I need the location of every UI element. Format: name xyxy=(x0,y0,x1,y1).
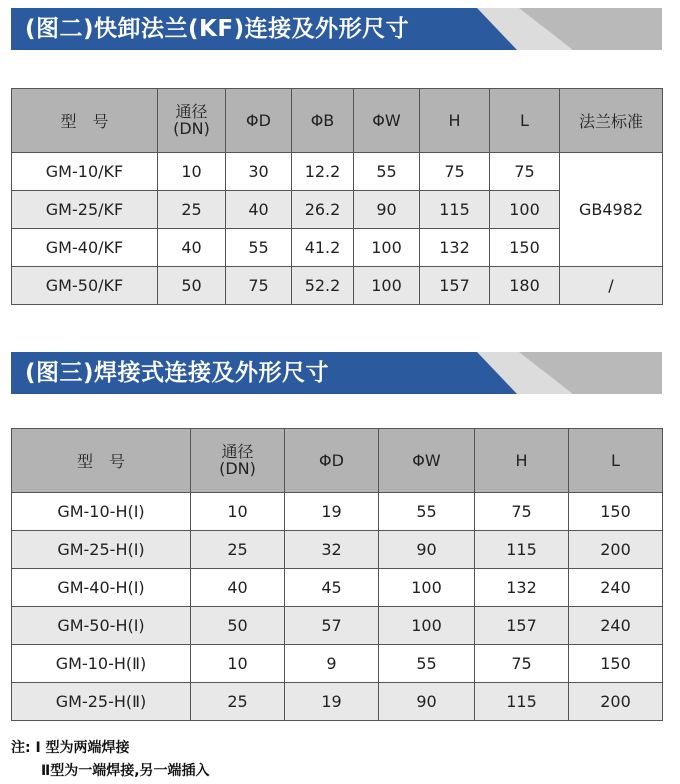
column-header: 法兰标准 xyxy=(560,89,663,153)
table-row xyxy=(12,267,663,305)
table-row xyxy=(12,683,663,721)
value-cell: 10 xyxy=(158,153,226,191)
welded-dimension-table xyxy=(11,428,663,721)
value-cell: 45 xyxy=(285,569,379,607)
table-row xyxy=(12,645,663,683)
value-cell: 75 xyxy=(475,645,569,683)
column-header: ΦB xyxy=(292,89,354,153)
model-cell: GM-10-H(Ⅰ) xyxy=(12,493,191,531)
column-header: 通径 (DN) xyxy=(158,89,226,153)
table-row xyxy=(12,531,663,569)
column-header: L xyxy=(569,429,663,493)
model-cell: GM-10/KF xyxy=(12,153,158,191)
table-row xyxy=(12,607,663,645)
column-header: H xyxy=(420,89,490,153)
value-cell: 30 xyxy=(226,153,292,191)
model-cell: GM-10-H(Ⅱ) xyxy=(12,645,191,683)
value-cell: 55 xyxy=(379,645,475,683)
column-header: H xyxy=(475,429,569,493)
section2-banner xyxy=(11,352,662,394)
value-cell: 75 xyxy=(490,153,560,191)
value-cell: 100 xyxy=(379,569,475,607)
value-cell: 25 xyxy=(191,683,285,721)
value-cell: 19 xyxy=(285,683,379,721)
value-cell: 180 xyxy=(490,267,560,305)
note-line-1: 注: Ⅰ 型为两端焊接 xyxy=(11,740,130,756)
value-cell: 12.2 xyxy=(292,153,354,191)
column-header: 型 号 xyxy=(12,89,158,153)
value-cell: 200 xyxy=(569,683,663,721)
table-header-row xyxy=(12,429,663,493)
column-header: ΦD xyxy=(226,89,292,153)
value-cell: 157 xyxy=(475,607,569,645)
value-cell: 40 xyxy=(158,229,226,267)
flange-standard-cell: GB4982 xyxy=(560,153,663,267)
column-header: L xyxy=(490,89,560,153)
value-cell: 100 xyxy=(354,229,420,267)
note-line-2: Ⅱ型为一端焊接,另一端插入 xyxy=(41,763,210,779)
table-row xyxy=(12,493,663,531)
model-cell: GM-40-H(Ⅰ) xyxy=(12,569,191,607)
value-cell: 26.2 xyxy=(292,191,354,229)
model-cell: GM-25-H(Ⅱ) xyxy=(12,683,191,721)
value-cell: 100 xyxy=(354,267,420,305)
model-cell: GM-25/KF xyxy=(12,191,158,229)
flange-standard-cell: / xyxy=(560,267,663,305)
value-cell: 9 xyxy=(285,645,379,683)
value-cell: 57 xyxy=(285,607,379,645)
value-cell: 90 xyxy=(354,191,420,229)
value-cell: 25 xyxy=(191,531,285,569)
column-header: ΦD xyxy=(285,429,379,493)
value-cell: 150 xyxy=(569,645,663,683)
model-cell: GM-40/KF xyxy=(12,229,158,267)
value-cell: 157 xyxy=(420,267,490,305)
column-header: ΦW xyxy=(354,89,420,153)
value-cell: 75 xyxy=(475,493,569,531)
model-cell: GM-50-H(Ⅰ) xyxy=(12,607,191,645)
value-cell: 115 xyxy=(420,191,490,229)
value-cell: 55 xyxy=(379,493,475,531)
value-cell: 41.2 xyxy=(292,229,354,267)
value-cell: 10 xyxy=(191,645,285,683)
value-cell: 19 xyxy=(285,493,379,531)
model-cell: GM-25-H(Ⅰ) xyxy=(12,531,191,569)
value-cell: 150 xyxy=(569,493,663,531)
value-cell: 50 xyxy=(191,607,285,645)
value-cell: 132 xyxy=(420,229,490,267)
value-cell: 115 xyxy=(475,531,569,569)
value-cell: 100 xyxy=(379,607,475,645)
value-cell: 52.2 xyxy=(292,267,354,305)
section2-title: (图三)焊接式连接及外形尺寸 xyxy=(25,360,330,386)
model-cell: GM-50/KF xyxy=(12,267,158,305)
value-cell: 50 xyxy=(158,267,226,305)
value-cell: 40 xyxy=(226,191,292,229)
value-cell: 10 xyxy=(191,493,285,531)
value-cell: 75 xyxy=(226,267,292,305)
value-cell: 75 xyxy=(420,153,490,191)
column-header: ΦW xyxy=(379,429,475,493)
value-cell: 55 xyxy=(354,153,420,191)
value-cell: 40 xyxy=(191,569,285,607)
value-cell: 100 xyxy=(490,191,560,229)
value-cell: 90 xyxy=(379,531,475,569)
value-cell: 32 xyxy=(285,531,379,569)
table-row xyxy=(12,153,663,191)
value-cell: 200 xyxy=(569,531,663,569)
table-row xyxy=(12,569,663,607)
value-cell: 150 xyxy=(490,229,560,267)
value-cell: 55 xyxy=(226,229,292,267)
value-cell: 115 xyxy=(475,683,569,721)
section1-banner xyxy=(11,8,662,50)
value-cell: 240 xyxy=(569,607,663,645)
value-cell: 90 xyxy=(379,683,475,721)
value-cell: 240 xyxy=(569,569,663,607)
column-header: 型 号 xyxy=(12,429,191,493)
column-header: 通径 (DN) xyxy=(191,429,285,493)
value-cell: 25 xyxy=(158,191,226,229)
table-header-row xyxy=(12,89,663,153)
value-cell: 132 xyxy=(475,569,569,607)
section1-title: (图二)快卸法兰(KF)连接及外形尺寸 xyxy=(25,16,410,42)
kf-dimension-table xyxy=(11,88,663,305)
